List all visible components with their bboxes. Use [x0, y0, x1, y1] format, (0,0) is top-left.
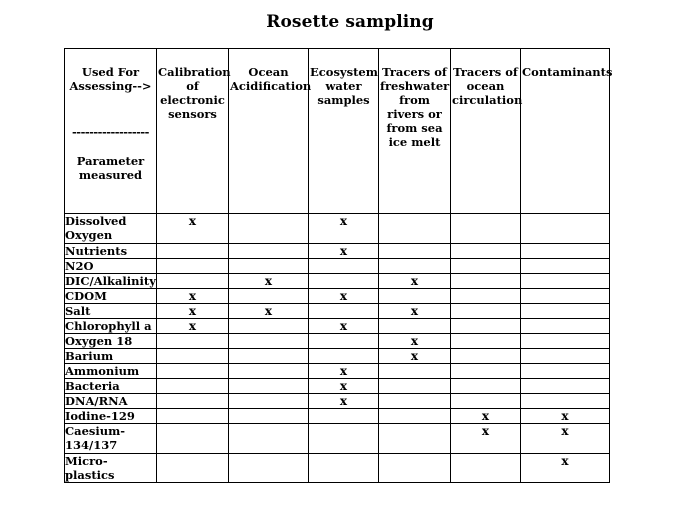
parameter-cell: Dissolved Oxygen [65, 214, 157, 244]
table-row [65, 304, 610, 319]
mark-cell [379, 454, 451, 483]
mark-cell: x [157, 304, 229, 319]
table-row [65, 274, 610, 289]
mark-cell [229, 379, 309, 394]
mark-cell: x [379, 304, 451, 319]
mark-cell [309, 454, 379, 483]
mark-cell: x [157, 319, 229, 334]
mark-cell: x [379, 334, 451, 349]
mark-cell [229, 214, 309, 244]
mark-cell: x [451, 424, 521, 454]
mark-cell [451, 454, 521, 483]
mark-cell [309, 409, 379, 424]
parameter-cell: Chlorophyll a [65, 319, 157, 334]
mark-cell [451, 244, 521, 259]
mark-cell: x [229, 304, 309, 319]
mark-cell [521, 244, 610, 259]
column-header-circulation-tracers: Tracers of ocean circulation [451, 49, 521, 214]
mark-cell: x [521, 409, 610, 424]
mark-cell [229, 259, 309, 274]
mark-cell [157, 334, 229, 349]
mark-cell [309, 304, 379, 319]
mark-cell: x [379, 274, 451, 289]
parameter-cell: Oxygen 18 [65, 334, 157, 349]
mark-cell [521, 274, 610, 289]
mark-cell: x [157, 289, 229, 304]
mark-cell [379, 364, 451, 379]
table-row [65, 289, 610, 304]
mark-cell [451, 349, 521, 364]
mark-cell [157, 349, 229, 364]
mark-cell [379, 379, 451, 394]
mark-cell [309, 274, 379, 289]
column-header-contaminants: Contaminants [521, 49, 610, 214]
mark-cell [379, 409, 451, 424]
mark-cell [157, 424, 229, 454]
mark-cell [379, 244, 451, 259]
mark-cell [521, 289, 610, 304]
header-row [65, 49, 610, 214]
mark-cell [157, 259, 229, 274]
rosette-sampling-table [64, 48, 613, 483]
parameter-cell: Salt [65, 304, 157, 319]
parameter-cell: Bacteria [65, 379, 157, 394]
table-row [65, 424, 610, 454]
mark-cell: x [521, 424, 610, 454]
mark-cell [451, 289, 521, 304]
mark-cell: x [309, 289, 379, 304]
parameter-cell: Micro-plastics [65, 454, 157, 483]
mark-cell [521, 349, 610, 364]
mark-cell [157, 364, 229, 379]
parameter-cell: Nutrients [65, 244, 157, 259]
table-row [65, 214, 610, 244]
mark-cell [309, 349, 379, 364]
mark-cell [521, 394, 610, 409]
mark-cell [521, 364, 610, 379]
table-row [65, 409, 610, 424]
parameter-cell: Barium [65, 349, 157, 364]
mark-cell [521, 304, 610, 319]
table-body [65, 214, 610, 483]
mark-cell [229, 349, 309, 364]
mark-cell: x [309, 214, 379, 244]
mark-cell [229, 454, 309, 483]
mark-cell [229, 364, 309, 379]
mark-cell [229, 409, 309, 424]
mark-cell: x [521, 454, 610, 483]
parameter-cell: Caesium-134/137 [65, 424, 157, 454]
table-row [65, 244, 610, 259]
mark-cell [451, 394, 521, 409]
used-for-label: Used For Assessing--> [69, 65, 152, 93]
mark-cell [379, 424, 451, 454]
mark-cell [229, 334, 309, 349]
mark-cell [157, 274, 229, 289]
mark-cell [229, 289, 309, 304]
mark-cell [521, 334, 610, 349]
mark-cell [379, 289, 451, 304]
mark-cell [521, 379, 610, 394]
table-row [65, 364, 610, 379]
mark-cell [521, 259, 610, 274]
mark-cell: x [229, 274, 309, 289]
mark-cell [451, 214, 521, 244]
corner-divider: ------------------ [72, 125, 149, 139]
mark-cell [229, 319, 309, 334]
mark-cell [309, 334, 379, 349]
mark-cell [309, 424, 379, 454]
mark-cell [379, 319, 451, 334]
parameter-cell: Iodine-129 [65, 409, 157, 424]
mark-cell [521, 214, 610, 244]
mark-cell [309, 259, 379, 274]
table-row [65, 334, 610, 349]
parameter-label: Parameter measured [76, 154, 145, 182]
mark-cell [157, 244, 229, 259]
mark-cell: x [309, 244, 379, 259]
column-header-freshwater-tracers: Tracers of freshwater from rivers or from sea ice melt [379, 49, 451, 214]
mark-cell [379, 214, 451, 244]
mark-cell [451, 274, 521, 289]
column-header-ecosystem: Ecosystem water samples [309, 49, 379, 214]
table-row [65, 379, 610, 394]
mark-cell [451, 304, 521, 319]
page-title: Rosette sampling [266, 12, 434, 32]
parameter-cell: DNA/RNA [65, 394, 157, 409]
corner-header [65, 49, 157, 214]
mark-cell: x [309, 364, 379, 379]
mark-cell [451, 259, 521, 274]
mark-cell [379, 394, 451, 409]
parameter-cell: Ammonium [65, 364, 157, 379]
mark-cell [157, 454, 229, 483]
mark-cell: x [309, 394, 379, 409]
mark-cell [451, 379, 521, 394]
mark-cell [157, 379, 229, 394]
table-row [65, 454, 610, 483]
mark-cell [229, 424, 309, 454]
table-row [65, 394, 610, 409]
column-header-calibration: Calibration of electronic sensors [157, 49, 229, 214]
mark-cell: x [157, 214, 229, 244]
mark-cell [157, 394, 229, 409]
mark-cell [229, 244, 309, 259]
table-row [65, 259, 610, 274]
mark-cell [229, 394, 309, 409]
mark-cell [521, 319, 610, 334]
mark-cell [451, 334, 521, 349]
mark-cell [451, 319, 521, 334]
column-header-ocean-acidification: Ocean Acidification [229, 49, 309, 214]
mark-cell [379, 259, 451, 274]
mark-cell [157, 409, 229, 424]
parameter-cell: N2O [65, 259, 157, 274]
mark-cell [451, 364, 521, 379]
mark-cell: x [309, 319, 379, 334]
parameter-cell: CDOM [65, 289, 157, 304]
parameter-cell: DIC/Alkalinity [65, 274, 156, 288]
mark-cell: x [379, 349, 451, 364]
table-row [65, 349, 610, 364]
table-row [65, 319, 610, 334]
mark-cell: x [451, 409, 521, 424]
mark-cell: x [309, 379, 379, 394]
